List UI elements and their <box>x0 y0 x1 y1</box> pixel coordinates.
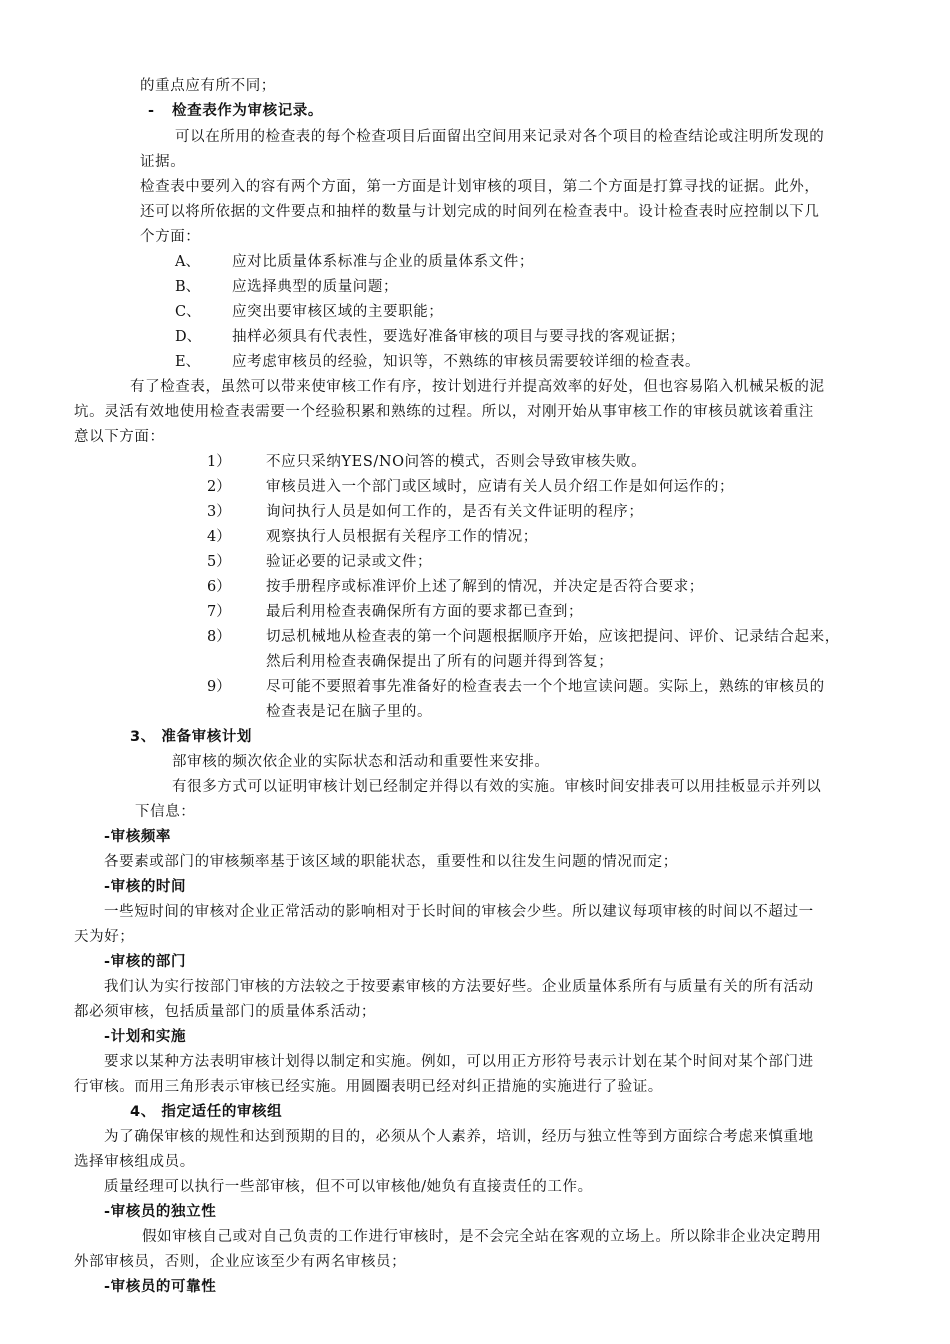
subheading-plan-and-implementation: -计划和实施 <box>104 1029 187 1045</box>
paragraph-line: 天为好； <box>74 929 135 945</box>
list-item: 不应只采纳YES/NO问答的模式，否则会导致审核失败。 <box>266 454 647 470</box>
paragraph-line: 质量经理可以执行一些部审核，但不可以审核他/她负有直接责任的工作。 <box>104 1179 593 1195</box>
paragraph-line: 个方面： <box>140 229 201 245</box>
list-item-label: B、 <box>175 279 201 295</box>
list-item-label: 7） <box>207 604 231 620</box>
paragraph-line: 假如审核自己或对自己负责的工作进行审核时，是不会完全站在客观的立场上。所以除非企业决定聘用 <box>142 1229 822 1245</box>
subheading-audit-time: -审核的时间 <box>104 879 187 895</box>
list-item-continuation: 检查表是记在脑子里的。 <box>266 704 433 720</box>
subheading-audit-frequency: -审核频率 <box>104 829 172 845</box>
list-item-label: 8） <box>207 629 231 645</box>
paragraph-line: 下信息： <box>135 804 196 820</box>
paragraph-line: 部审核的频次依企业的实际状态和活动和重要性来安排。 <box>172 754 550 770</box>
list-item-label: E、 <box>175 354 201 370</box>
list-item: 应突出要审核区域的主要职能； <box>232 304 444 320</box>
paragraph-line: 坑。灵活有效地使用检查表需要一个经验积累和熟练的过程。所以，对刚开始从事审核工作的审核员就该着重注 <box>74 404 814 420</box>
list-item-continuation: 然后利用检查表确保提出了所有的问题并得到答复； <box>266 654 614 670</box>
heading-checklist-record: 检查表作为审核记录。 <box>172 103 323 119</box>
list-item-label: 5） <box>207 554 231 570</box>
list-item: 抽样必须具有代表性，要选好准备审核的项目与要寻找的客观证据； <box>232 329 685 345</box>
paragraph-line: 可以在所用的检查表的每个检查项目后面留出空间用来记录对各个项目的检查结论或注明所发现的 <box>175 129 825 145</box>
list-item: 应考虑审核员的经验，知识等，不熟练的审核员需要较详细的检查表。 <box>232 354 701 370</box>
paragraph-line: 外部审核员，否则，企业应该至少有两名审核员； <box>74 1254 407 1270</box>
paragraph-line: 意以下方面： <box>74 429 165 445</box>
paragraph-line: 有很多方式可以证明审核计划已经制定并得以有效的实施。审核时间安排表可以用挂板显示并列以 <box>172 779 822 795</box>
paragraph-line: 各要素或部门的审核频率基于该区域的职能状态，重要性和以往发生问题的情况而定； <box>104 854 678 870</box>
list-item: 应选择典型的质量问题； <box>232 279 399 295</box>
heading-dash: - <box>148 103 155 119</box>
list-item: 切忌机械地从检查表的第一个问题根据顺序开始，应该把提问、评价、记录结合起来， <box>266 629 840 645</box>
list-item-label: 2） <box>207 479 231 495</box>
paragraph-line: 都必须审核，包括质量部门的质量体系活动； <box>74 1004 376 1020</box>
paragraph-line: 选择审核组成员。 <box>74 1154 195 1170</box>
intro-tail: 的重点应有所不同； <box>140 78 276 94</box>
paragraph-line: 证据。 <box>140 154 186 170</box>
heading-section-3: 3、 准备审核计划 <box>130 729 253 745</box>
list-item: 询问执行人员是如何工作的，是否有关文件证明的程序； <box>266 504 644 520</box>
paragraph-line: 检查表中要列入的容有两个方面，第一方面是计划审核的项目，第二个方面是打算寻找的证据。此外， <box>140 179 820 195</box>
paragraph-line: 有了检查表，虽然可以带来使审核工作有序，按计划进行并提高效率的好处，但也容易陷入机械呆板的泥 <box>130 379 825 395</box>
paragraph-line: 一些短时间的审核对企业正常活动的影响相对于长时间的审核会少些。所以建议每项审核的时间以不超过一 <box>104 904 814 920</box>
paragraph-line: 要求以某种方法表明审核计划得以制定和实施。例如，可以用正方形符号表示计划在某个时间对某个部门进 <box>104 1054 814 1070</box>
list-item-label: 4） <box>207 529 231 545</box>
list-item: 尽可能不要照着事先准备好的检查表去一个个地宣读问题。实际上，熟练的审核员的 <box>266 679 825 695</box>
heading-section-4: 4、 指定适任的审核组 <box>130 1104 283 1120</box>
list-item: 最后利用检查表确保所有方面的要求都已查到； <box>266 604 584 620</box>
subheading-audit-department: -审核的部门 <box>104 954 187 970</box>
paragraph-line: 为了确保审核的规性和达到预期的目的，必须从个人素养，培训，经历与独立性等到方面综合考虑来慎重地 <box>104 1129 814 1145</box>
subheading-auditor-reliability: -审核员的可靠性 <box>104 1279 217 1295</box>
list-item-label: 6） <box>207 579 231 595</box>
list-item-label: 1） <box>207 454 231 470</box>
list-item-label: 3） <box>207 504 231 520</box>
subheading-auditor-independence: -审核员的独立性 <box>104 1204 217 1220</box>
list-item-label: 9） <box>207 679 231 695</box>
list-item-label: A、 <box>175 254 200 270</box>
list-item: 按手册程序或标准评价上述了解到的情况，并决定是否符合要求； <box>266 579 704 595</box>
list-item: 观察执行人员根据有关程序工作的情况； <box>266 529 538 545</box>
list-item-label: C、 <box>175 304 201 320</box>
paragraph-line: 我们认为实行按部门审核的方法较之于按要素审核的方法要好些。企业质量体系所有与质量有关的所有活动 <box>104 979 814 995</box>
paragraph-line: 还可以将所依据的文件要点和抽样的数量与计划完成的时间列在检查表中。设计检查表时应控制以下几 <box>140 204 820 220</box>
list-item: 应对比质量体系标准与企业的质量体系文件； <box>232 254 534 270</box>
list-item: 审核员进入一个部门或区域时，应请有关人员介绍工作是如何运作的； <box>266 479 735 495</box>
list-item-label: D、 <box>175 329 202 345</box>
paragraph-line: 行审核。而用三角形表示审核已经实施。用圆圈表明已经对纠正措施的实施进行了验证。 <box>74 1079 663 1095</box>
list-item: 验证必要的记录或文件； <box>266 554 433 570</box>
